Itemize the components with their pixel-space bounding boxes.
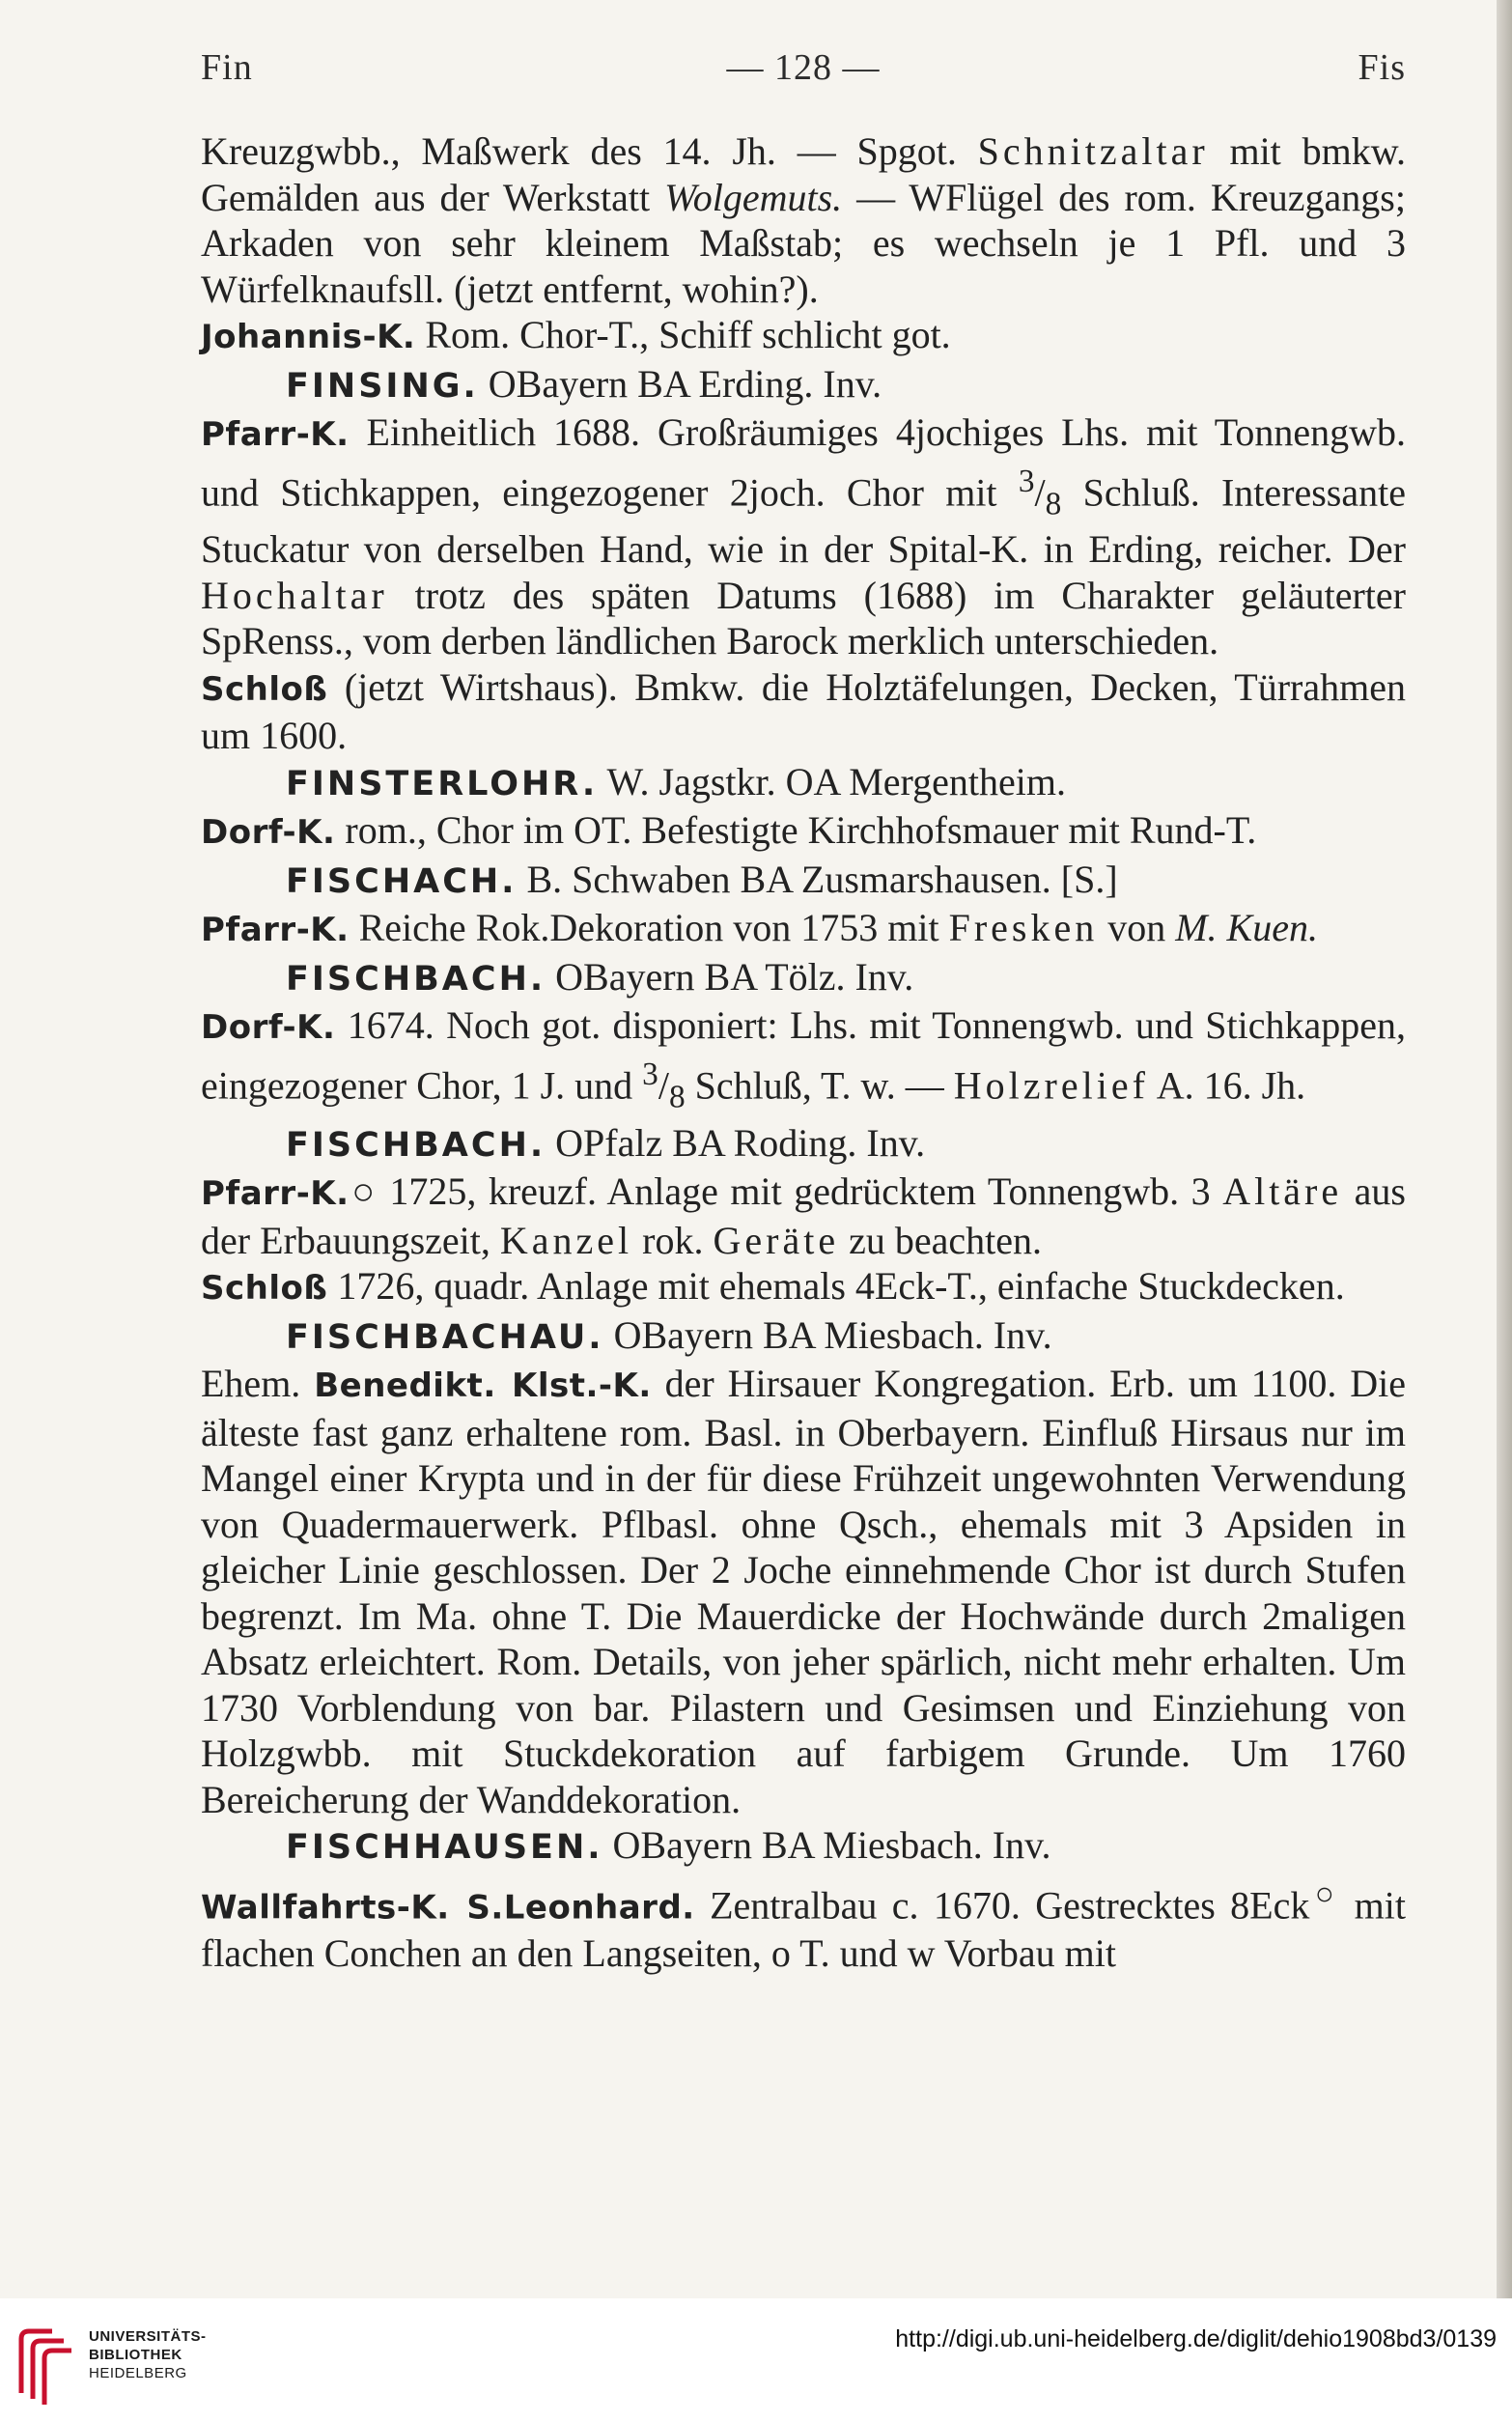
spaced-term: Geräte (713, 1218, 840, 1262)
text-run: der Hirsauer Kongregation. Erb. um 1100. Die älteste fast ganz erhaltene rom. Basl. in Oberbayern. Einfluß Hirsaus nur im Mangel einer Krypta und in der für diese Frühzeit ungewohnten Verwendung von Quadermauerwerk. Pflbasl. ohne Qsch., ehemals mit 3 Apsiden in gleicher Linie geschlossen. Der 2 Joche einnehmende Chor ist durch Stufen begrenzt. Im Ma. ohne T. Die Mauerdicke der Hochwände durch 2maligen Absatz erleichtert. Rom. Details, von jeher spärlich, nicht mehr erhalten. Um 1730 Vorblendung von bar. Pilastern und Gesimsen und Einziehung von Holzgwbb. mit Stuckdekoration auf farbigem Grunde. Um 1760 Bereicherung der Wanddekoration. (201, 1362, 1406, 1821)
fraction-numerator: 3 (1018, 463, 1035, 499)
place-name: FINSING. (286, 366, 479, 406)
paragraph (201, 807, 1406, 857)
library-name (89, 2327, 207, 2382)
spaced-term: Kanzel (499, 1218, 633, 1262)
place-entry (201, 1120, 1406, 1169)
text-run: A. 16. Jh. (1148, 1063, 1306, 1108)
spaced-term: Hochaltar (201, 573, 388, 617)
text-run: rok. (632, 1218, 714, 1262)
place-name: FINSTERLOHR. (286, 764, 599, 803)
place-name: FISCHHAUSEN. (286, 1828, 603, 1868)
text-run: Schluß. Interessante Stuckatur von derselben Hand, wie in der Spital-K. in Erding, reicher. Der (201, 469, 1406, 572)
spaced-term: Schnitzaltar (977, 129, 1209, 173)
circle-mark: ○ (349, 1169, 378, 1214)
running-head (201, 46, 1406, 95)
place-entry (201, 954, 1406, 1003)
text-run: OBayern BA Miesbach. Inv. (603, 1312, 1052, 1357)
paragraph (201, 1361, 1406, 1822)
paragraph (201, 905, 1406, 954)
italic-name: M. Kuen. (1175, 906, 1318, 950)
place-entry (201, 1822, 1406, 1872)
place-entry (201, 857, 1406, 906)
text-run: OPfalz BA Roding. Inv. (546, 1120, 926, 1165)
paragraph (201, 1263, 1406, 1312)
circle-mark: ○ (1309, 1875, 1340, 1912)
spaced-term: Altäre (1222, 1169, 1343, 1214)
place-entry (201, 759, 1406, 808)
fraction-denominator: 8 (1045, 485, 1062, 521)
text-run: (jetzt Wirtshaus). Bmkw. die Holztäfelungen, Decken, Türrahmen um 1600. (201, 664, 1406, 758)
paragraph (201, 1002, 1406, 1119)
header-right: Fis (1358, 47, 1406, 88)
place-entry (201, 1312, 1406, 1362)
permalink-url[interactable]: http://digi.ub.uni-heidelberg.de/diglit/dehio1908bd3/0139 (895, 2325, 1497, 2352)
page-number: — 128 — (726, 47, 881, 88)
paragraph (201, 1872, 1406, 1977)
entry-heading: Pfarr-K. (201, 911, 350, 950)
text-run: Kreuzgwbb., Maßwerk des 14. Jh. — Spgot. (201, 129, 978, 173)
library-line: BIBLIOTHEK (89, 2347, 182, 2363)
text-run: mit flachen Conchen an den Langseiten, o T. und w Vorbau mit (201, 1882, 1407, 1976)
place-name: FISCHACH. (286, 861, 518, 901)
text-run: — WFlügel des rom. Kreuzgangs; Arkaden von sehr kleinem Maßstab; es wechseln je 1 Pfl. und 3 Würfelknaufsll. (jetzt entfernt, wohin?). (201, 175, 1406, 311)
body-text (201, 128, 1406, 1977)
text-run: aus der Erbauungszeit, (201, 1169, 1406, 1262)
text-run: von (1098, 906, 1176, 950)
place-name: FISCHBACH. (286, 959, 546, 999)
place-name: FISCHBACHAU. (286, 1317, 604, 1357)
text-run: W. Jagstkr. OA Mergentheim. (598, 759, 1066, 803)
text-run: Einheitlich 1688. Großräumiges 4jochiges Lhs. mit Tonnengwb. und Stichkappen, eingezogener 2joch. Chor mit (201, 410, 1406, 514)
text-run: Zentralbau c. 1670. Gestrecktes 8Eck (694, 1882, 1310, 1927)
text-run: trotz des späten Datums (1688) im Charakter geläuterter SpRenss., vom derben ländlichen Barock merklich unterschieden. (201, 573, 1406, 663)
text-run: 1725, kreuzf. Anlage mit gedrücktem Tonnengwb. 3 (377, 1169, 1223, 1214)
entry-heading: Dorf-K. (201, 1008, 336, 1048)
text-run: 1674. Noch got. disponiert: Lhs. mit Tonnengwb. und Stichkappen, eingezogener Chor, 1 J. und (201, 1003, 1406, 1108)
heidelberg-library-logo-icon (14, 2325, 75, 2407)
text-run: 1726, quadr. Anlage mit ehemals 4Eck-T., einfache Stuckdecken. (327, 1264, 1345, 1309)
text-run: OBayern BA Miesbach. Inv. (602, 1823, 1051, 1868)
spaced-term: Fresken (948, 906, 1099, 950)
paragraph (201, 409, 1406, 664)
place-name: FISCHBACH. (286, 1125, 546, 1165)
text-run: OBayern BA Erding. Inv. (478, 361, 882, 406)
fraction-slash: / (658, 1063, 669, 1108)
text-run: Rom. Chor-T., Schiff schlicht got. (415, 313, 951, 356)
library-line: HEIDELBERG (89, 2365, 187, 2381)
entry-heading: Johannis-K. (201, 318, 416, 356)
fraction-numerator: 3 (642, 1056, 658, 1092)
library-line: UNIVERSITÄTS- (89, 2328, 207, 2345)
paragraph (201, 312, 1406, 361)
entry-heading: Dorf-K. (201, 813, 336, 853)
text-run: mit bmkw. Gemälden aus der Werkstatt (201, 129, 1406, 219)
text-run: B. Schwaben BA Zusmarshausen. [S.] (517, 857, 1118, 901)
text-run: OBayern BA Tölz. Inv. (546, 954, 914, 999)
text-run: rom., Chor im OT. Befestigte Kirchhofsmauer mit Rund-T. (335, 808, 1257, 853)
text-run: Ehem. (201, 1362, 315, 1406)
paragraph (201, 1169, 1406, 1263)
entry-heading: Pfarr-K. (201, 415, 350, 454)
entry-heading: Schloß (201, 669, 328, 709)
text-run: Reiche Rok.Dekoration von 1753 mit (349, 906, 949, 950)
fraction-slash: / (1034, 469, 1046, 514)
page-edge (1497, 0, 1512, 2298)
paragraph (201, 664, 1406, 759)
header-left: Fin (201, 47, 253, 88)
italic-name: Wolgemuts. (664, 175, 843, 219)
entry-heading: Benedikt. Klst.-K. (314, 1366, 652, 1406)
entry-heading: Wallfahrts-K. S.Leonhard. (201, 1887, 695, 1927)
entry-heading: Pfarr-K. (201, 1174, 350, 1214)
footer-bar (0, 2298, 1512, 2422)
text-run: Schluß, T. w. — (685, 1063, 954, 1108)
entry-heading: Schloß (201, 1269, 328, 1309)
place-entry (201, 361, 1406, 410)
text-run: zu beachten. (839, 1218, 1042, 1262)
paragraph (201, 128, 1406, 312)
fraction-denominator: 8 (668, 1079, 686, 1115)
spaced-term: Holzrelief (953, 1063, 1149, 1108)
